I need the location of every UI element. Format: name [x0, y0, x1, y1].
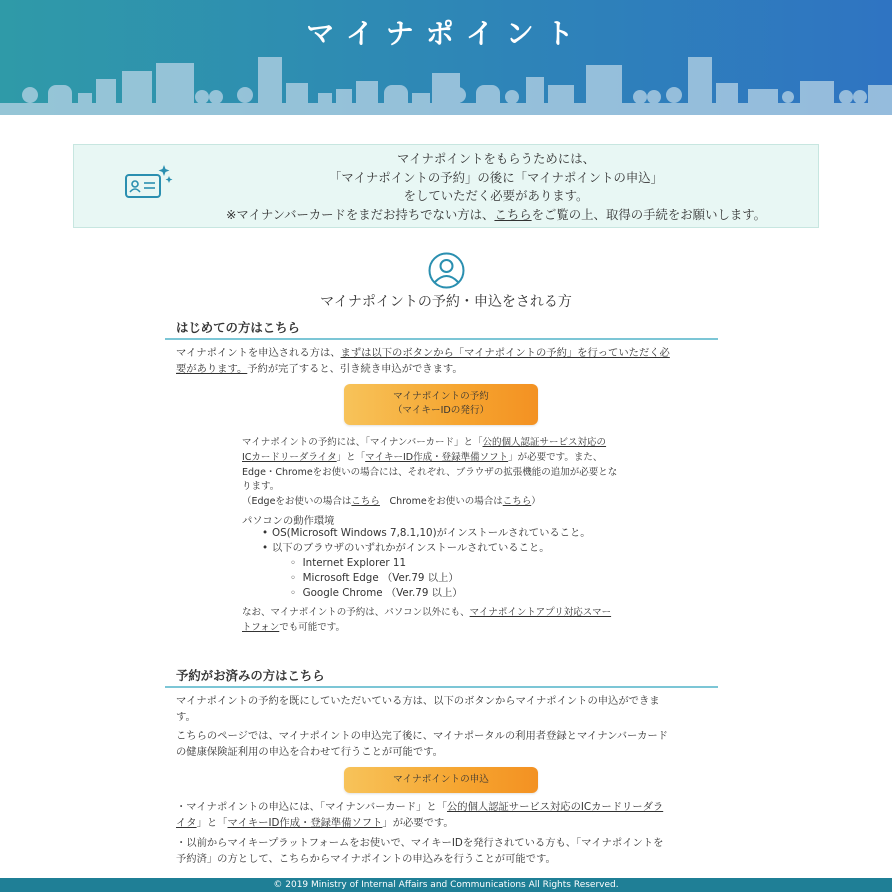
notice-line: 「マイナポイントの予約」の後に「マイナポイントの申込」	[328, 169, 664, 185]
reservation-required-link-cont[interactable]: 要があります。	[176, 362, 248, 375]
reserve-button-sublabel: （マイキーIDの発行）	[392, 405, 490, 416]
apply-point-button[interactable]	[344, 767, 538, 793]
mykey-software-link-2[interactable]: マイキーID作成・登録準備ソフト	[227, 816, 383, 829]
notice-box	[73, 144, 819, 228]
reserved-heading: 予約がお済みの方はこちら	[165, 666, 718, 688]
notice-line: ※マイナンバーカードをまだお持ちでない方は、こちらをご覧の上、取得の手続をお願いします。	[225, 206, 767, 222]
card-info-link[interactable]: こちら	[494, 206, 532, 222]
notice-text	[174, 150, 818, 224]
browser-list	[290, 556, 463, 601]
smartphone-note: なお、マイナポイントの予約は、パソコン以外にも、マイナポイントアプリ対応スマー トフォンでも可能です。	[242, 607, 612, 633]
apply-button-label: マイナポイントの申込	[393, 774, 489, 785]
mykey-software-link[interactable]: マイキーID作成・登録準備ソフト	[365, 451, 509, 463]
card-reader-link[interactable]: 公的個人認証サービス対応の	[482, 437, 607, 448]
user-icon	[428, 252, 465, 289]
card-reader-link-cont[interactable]: ICカードリーダライタ	[242, 451, 337, 463]
list-item: ◦ Google Chrome （Ver.79 以上）	[290, 587, 463, 599]
id-card-icon	[124, 163, 174, 203]
list-item: • OS(Microsoft Windows 7,8.1,10)がインストールされていること。	[262, 527, 591, 539]
copyright-text: © 2019 Ministry of Internal Affairs and Communications All Rights Reserved.	[273, 880, 619, 890]
footer	[0, 878, 892, 892]
notice-line: マイナポイントをもらうためには、	[396, 151, 595, 166]
site-title: マイナポイント	[306, 17, 586, 50]
smartphone-link-cont[interactable]: トフォン	[242, 621, 280, 633]
list-item: • 以下のブラウザのいずれかがインストールされていること。	[262, 542, 550, 554]
reserved-portal-info: こちらのページでは、マイナポイントの申込完了後に、マイナポータルの利用者登録とマイナンバーカード の健康保険証利用の申込を合わせて行うことが可能です。	[176, 730, 668, 758]
site-header	[0, 0, 892, 115]
card-reader-link-2[interactable]: 公的個人認証サービス対応のICカードリーダラ	[447, 801, 664, 813]
smartphone-link[interactable]: マイナポイントアプリ対応スマー	[469, 607, 612, 618]
environment-list	[262, 526, 591, 556]
first-time-intro: マイナポイントを申込される方は、まずは以下のボタンから「マイナポイントの予約」を行っていただく必 要があります。予約が完了すると、引き続き申込ができます。	[176, 347, 670, 375]
mykey-platform-note: ・以前からマイキープラットフォームをお使いで、マイキーIDを発行されている方も、「マイナポイントを 予約済」の方として、こちらからマイナポイントの申込みを行うことが可能です。	[176, 837, 664, 865]
reserve-button-label: マイナポイントの予約	[393, 391, 489, 402]
reserved-intro: マイナポイントの予約を既にしていただいている方は、以下のボタンからマイナポイントの申込ができま す。	[176, 695, 660, 723]
section-title: マイナポイントの予約・申込をされる方	[320, 294, 572, 310]
chrome-extension-link[interactable]: こちら	[502, 496, 532, 508]
city-skyline-illustration	[0, 55, 892, 115]
card-reader-link-2-cont[interactable]: イタ	[176, 816, 197, 829]
notice-line: をしていただく必要があります。	[403, 188, 589, 203]
apply-requirements: ・マイナポイントの申込には、「マイナンバーカード」と「公的個人認証サービス対応のICカードリーダラ イタ」と「マイキーID作成・登録準備ソフト」が必要です。	[176, 801, 664, 829]
pc-environment-title: パソコンの動作環境	[242, 515, 335, 527]
list-item: ◦ Microsoft Edge （Ver.79 以上）	[290, 572, 459, 584]
reserve-point-button[interactable]	[344, 384, 538, 425]
reservation-required-link[interactable]: まずは以下のボタンから「マイナポイントの予約」を行っていただく必	[340, 347, 670, 359]
first-time-heading: はじめての方はこちら	[165, 318, 718, 340]
edge-extension-link[interactable]: こちら	[351, 496, 380, 508]
requirements-text: マイナポイントの予約には、「マイナンバーカード」と「公的個人認証サービス対応の ICカードリーダライタ」と「マイキーID作成・登録準備ソフト」が必要です。また、 Edge・Chromeをお使いの場合には、それぞれ、ブラウザの拡張機能の追加が必要とな ります。 （Edgeをお使いの場合はこちら Chromeをお使いの場合はこちら）	[242, 437, 618, 508]
list-item: ◦ Internet Explorer 11	[290, 557, 407, 569]
